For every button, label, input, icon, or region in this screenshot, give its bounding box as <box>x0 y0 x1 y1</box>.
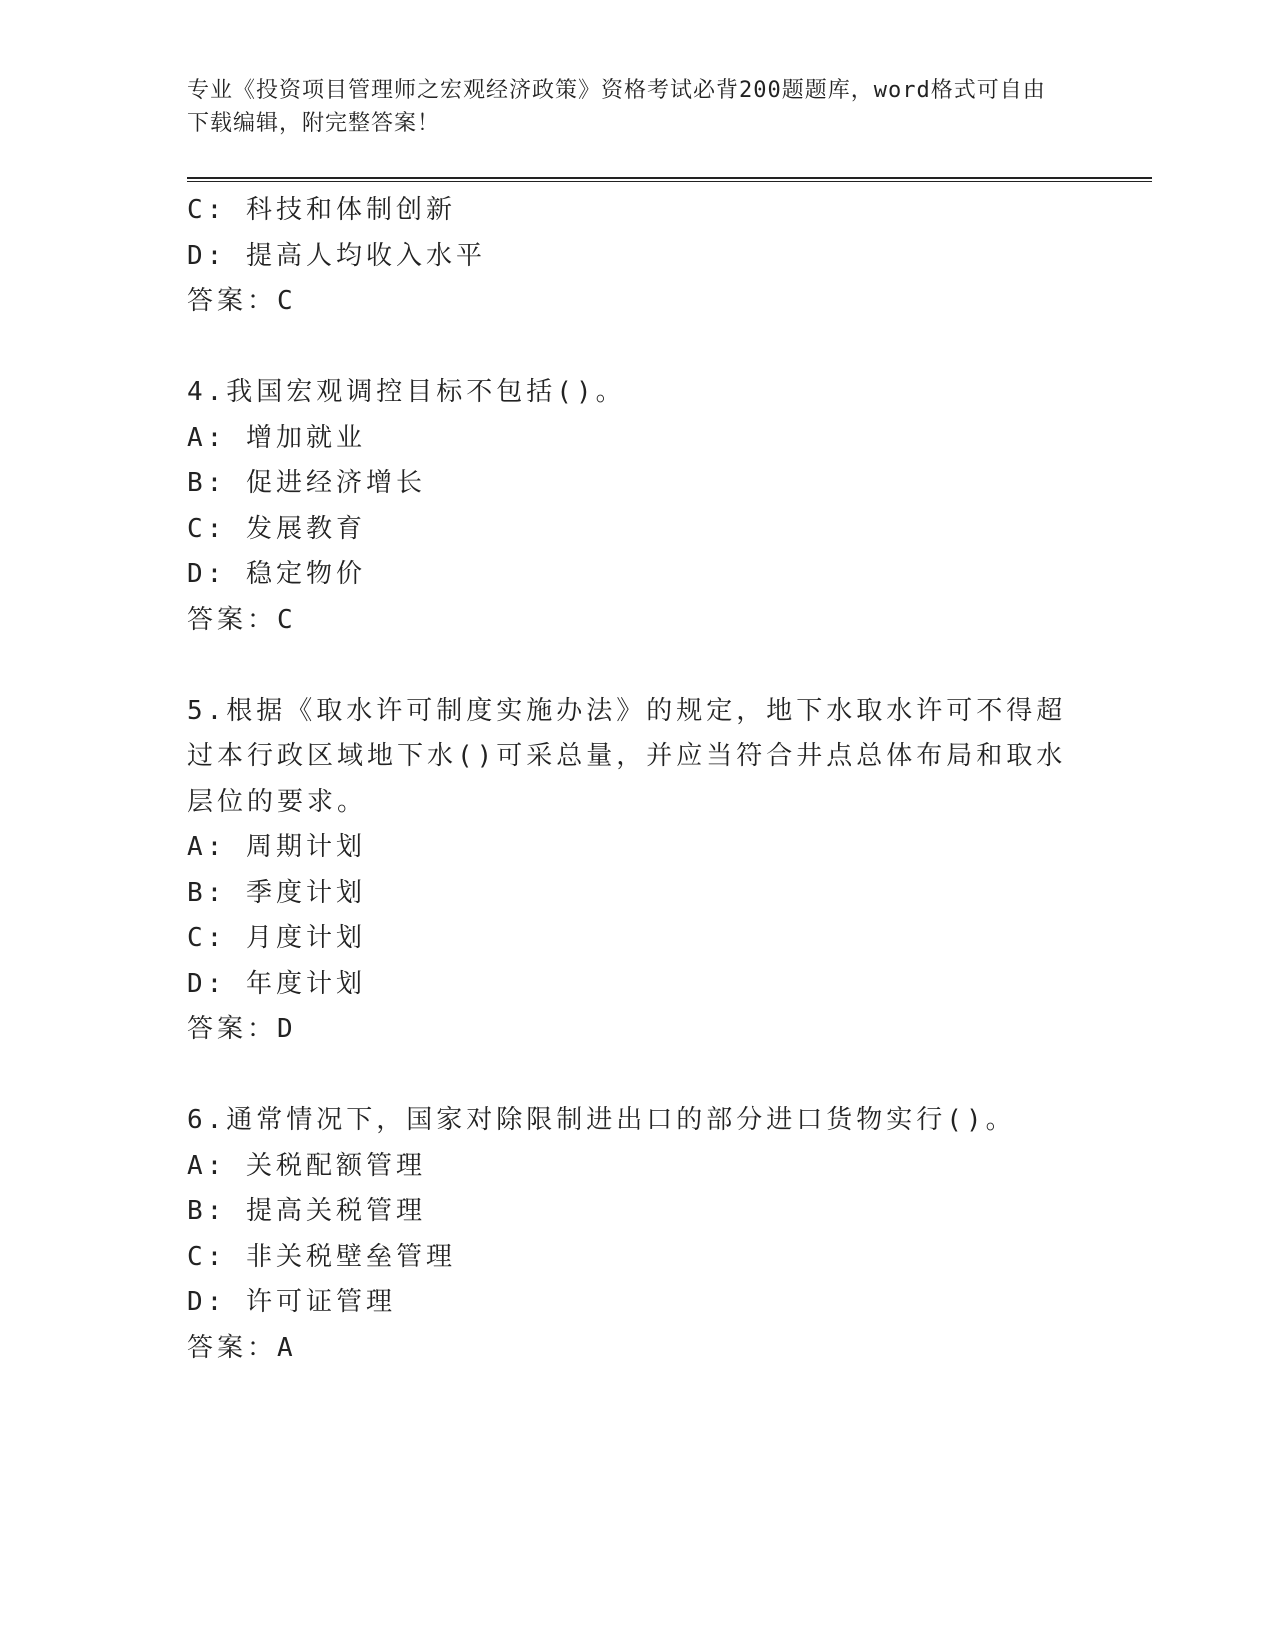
option-label: C: <box>187 1241 227 1272</box>
option-label: B: <box>187 877 227 908</box>
option-d <box>187 552 1067 598</box>
header-divider <box>187 177 1152 182</box>
option-label: D: <box>187 968 227 999</box>
option-label: A: <box>187 832 227 862</box>
option-label: D: <box>187 1287 227 1317</box>
spacer <box>187 1053 1067 1099</box>
option-text: 提高关税管理 <box>245 1196 426 1226</box>
option-label: C: <box>187 923 227 953</box>
question-stem: 4.我国宏观调控目标不包括()。 <box>187 377 626 407</box>
option-text: 科技和体制创新 <box>245 195 456 225</box>
option-d <box>187 1280 1067 1326</box>
option-a <box>187 1144 1067 1190</box>
option-text: 促进经济增长 <box>245 468 426 498</box>
option-text: 关税配额管理 <box>245 1150 426 1181</box>
spacer <box>187 325 1067 371</box>
question-6 <box>187 1098 1067 1371</box>
document-header: 专业《投资项目管理师之宏观经济政策》资格考试必背200题题库，word格式可自由下载编辑，附完整答案！ <box>187 78 1046 136</box>
option-label: C: <box>187 195 227 225</box>
option-c <box>187 188 1067 234</box>
option-b <box>187 1189 1067 1235</box>
option-text: 非关税壁垒管理 <box>245 1241 456 1272</box>
option-label: D: <box>187 240 227 271</box>
option-d <box>187 234 1067 280</box>
option-text: 周期计划 <box>245 832 366 862</box>
option-c <box>187 507 1067 553</box>
option-label: B: <box>187 468 227 498</box>
option-b <box>187 461 1067 507</box>
option-c <box>187 1235 1067 1281</box>
question-3-partial <box>187 188 1067 325</box>
option-label: C: <box>187 513 227 544</box>
option-text: 许可证管理 <box>245 1287 396 1317</box>
option-a <box>187 825 1067 871</box>
answer-line: 答案：D <box>187 1014 297 1044</box>
spacer <box>187 643 1067 689</box>
answer-line: 答案：A <box>187 1332 297 1363</box>
option-a <box>187 416 1067 462</box>
option-text: 稳定物价 <box>245 559 366 589</box>
question-stem: 5.根据《取水许可制度实施办法》的规定，地下水取水许可不得超过本行政区域地下水()可采总量，并应当符合井点总体布局和取水层位的要求。 <box>187 695 1067 817</box>
question-stem: 6.通常情况下，国家对除限制进出口的部分进口货物实行()。 <box>187 1105 1016 1135</box>
option-c <box>187 916 1067 962</box>
answer-line: 答案：C <box>187 286 297 316</box>
option-text: 提高人均收入水平 <box>245 240 486 271</box>
question-5 <box>187 689 1067 1053</box>
option-label: D: <box>187 559 227 589</box>
option-text: 季度计划 <box>245 877 366 908</box>
question-4 <box>187 370 1067 643</box>
option-b <box>187 871 1067 917</box>
option-text: 月度计划 <box>245 923 366 953</box>
option-text: 发展教育 <box>245 513 366 544</box>
option-text: 增加就业 <box>245 422 366 453</box>
question-list <box>187 188 1067 1371</box>
option-label: B: <box>187 1196 227 1226</box>
option-d <box>187 962 1067 1008</box>
answer-line: 答案：C <box>187 604 297 635</box>
option-label: A: <box>187 422 227 453</box>
option-text: 年度计划 <box>245 968 366 999</box>
option-label: A: <box>187 1150 227 1181</box>
